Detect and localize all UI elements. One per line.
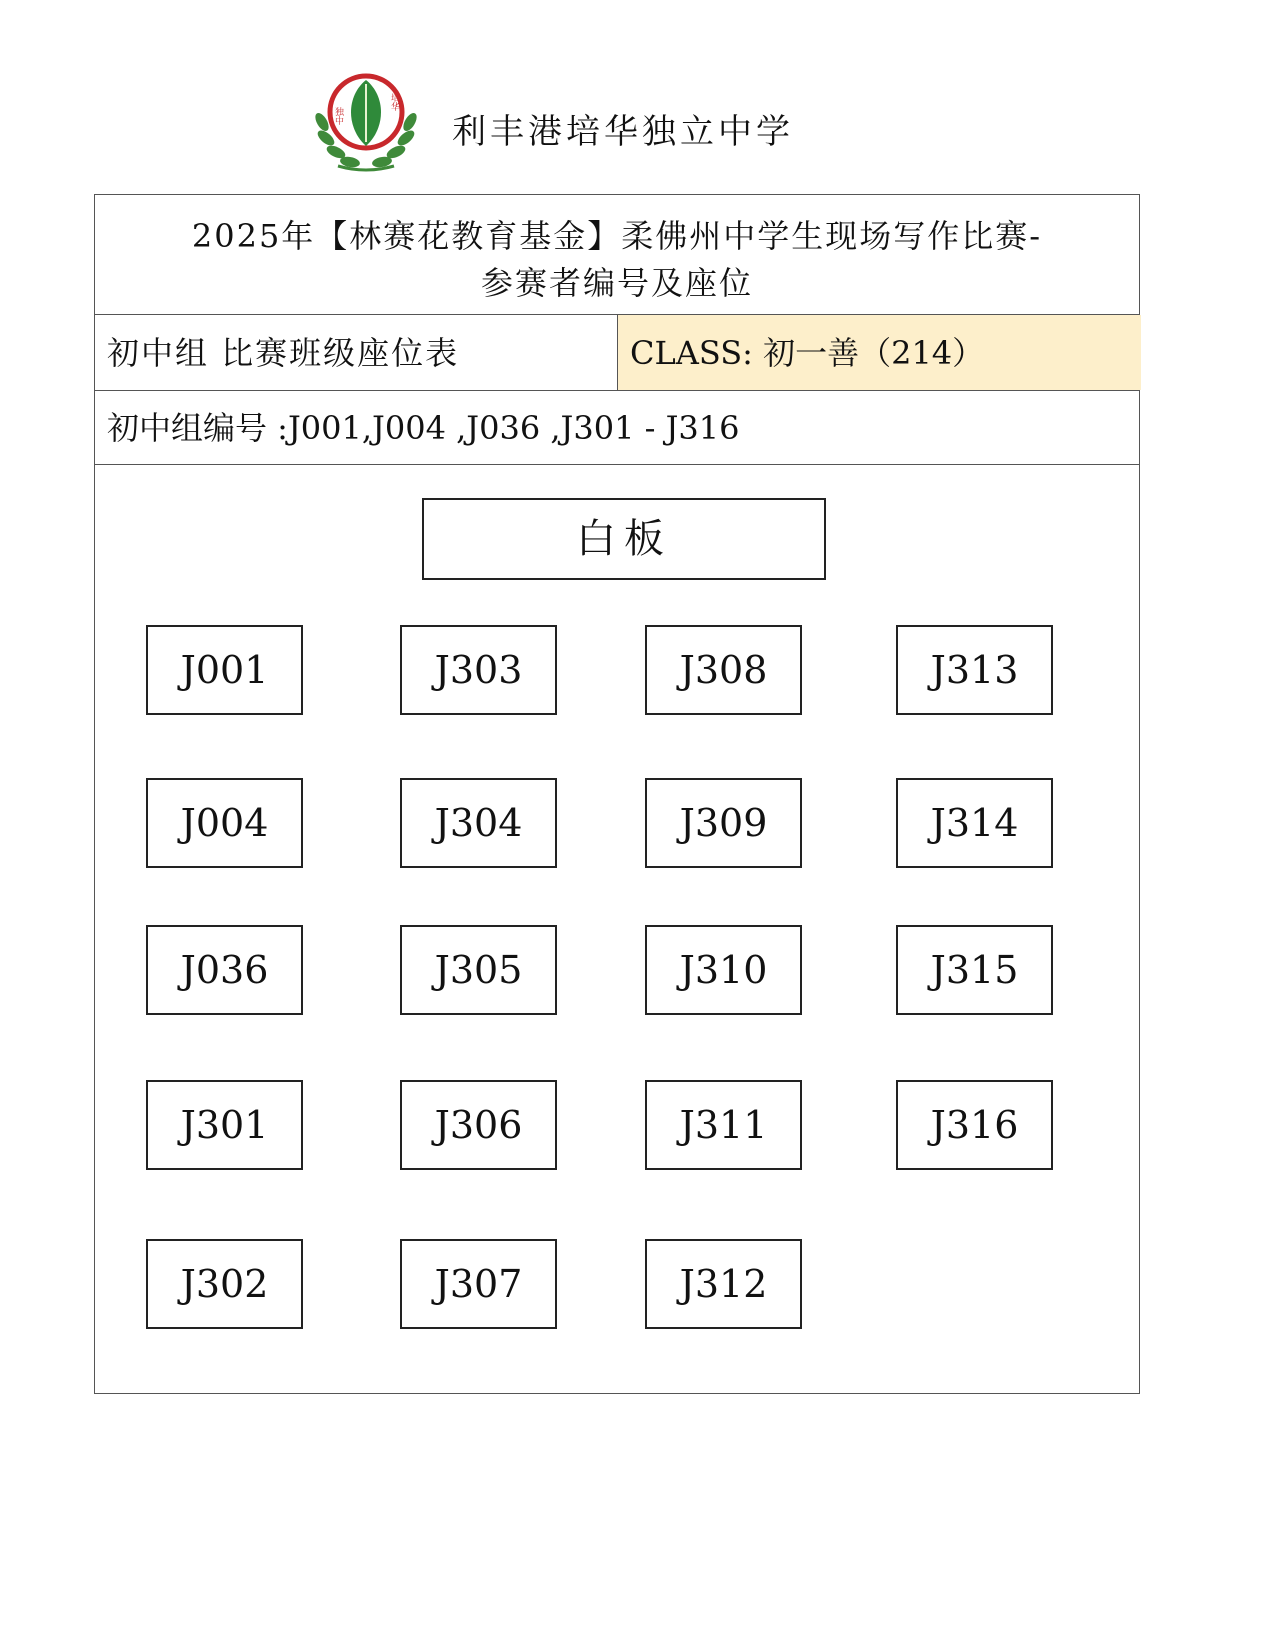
seat-j313: J313 <box>896 625 1053 715</box>
seat-j301: J301 <box>146 1080 303 1170</box>
class-label: CLASS: 初一善（214） <box>618 315 1141 390</box>
seat-j309: J309 <box>645 778 802 868</box>
crest-text-right: 培华 <box>389 93 399 111</box>
group-label: 初中组 比赛班级座位表 <box>95 315 618 390</box>
seat-j314: J314 <box>896 778 1053 868</box>
seat-j305: J305 <box>400 925 557 1015</box>
seat-j310: J310 <box>645 925 802 1015</box>
seat-j302: J302 <box>146 1239 303 1329</box>
seat-j303: J303 <box>400 625 557 715</box>
seat-j036: J036 <box>146 925 303 1015</box>
seat-j004: J004 <box>146 778 303 868</box>
seat-j312: J312 <box>645 1239 802 1329</box>
group-row <box>95 315 1139 391</box>
school-crest-icon <box>308 70 424 176</box>
title-line-2: 参赛者编号及座位 <box>480 264 753 302</box>
school-name: 利丰港培华独立中学 <box>452 112 794 152</box>
seat-j315: J315 <box>896 925 1053 1015</box>
seat-j311: J311 <box>645 1080 802 1170</box>
crest-text-left: 独中 <box>333 107 343 125</box>
title-line-1: 2025年【林赛花教育基金】柔佛州中学生现场写作比赛- <box>191 217 1043 255</box>
seat-j316: J316 <box>896 1080 1053 1170</box>
seat-j308: J308 <box>645 625 802 715</box>
seat-j307: J307 <box>400 1239 557 1329</box>
seat-j001: J001 <box>146 625 303 715</box>
participant-ids: 初中组编号 :J001,J004 ,J036 ,J301 - J316 <box>95 391 1139 465</box>
seat-j304: J304 <box>400 778 557 868</box>
title-row <box>95 195 1139 315</box>
whiteboard: 白板 <box>422 498 826 580</box>
seat-j306: J306 <box>400 1080 557 1170</box>
